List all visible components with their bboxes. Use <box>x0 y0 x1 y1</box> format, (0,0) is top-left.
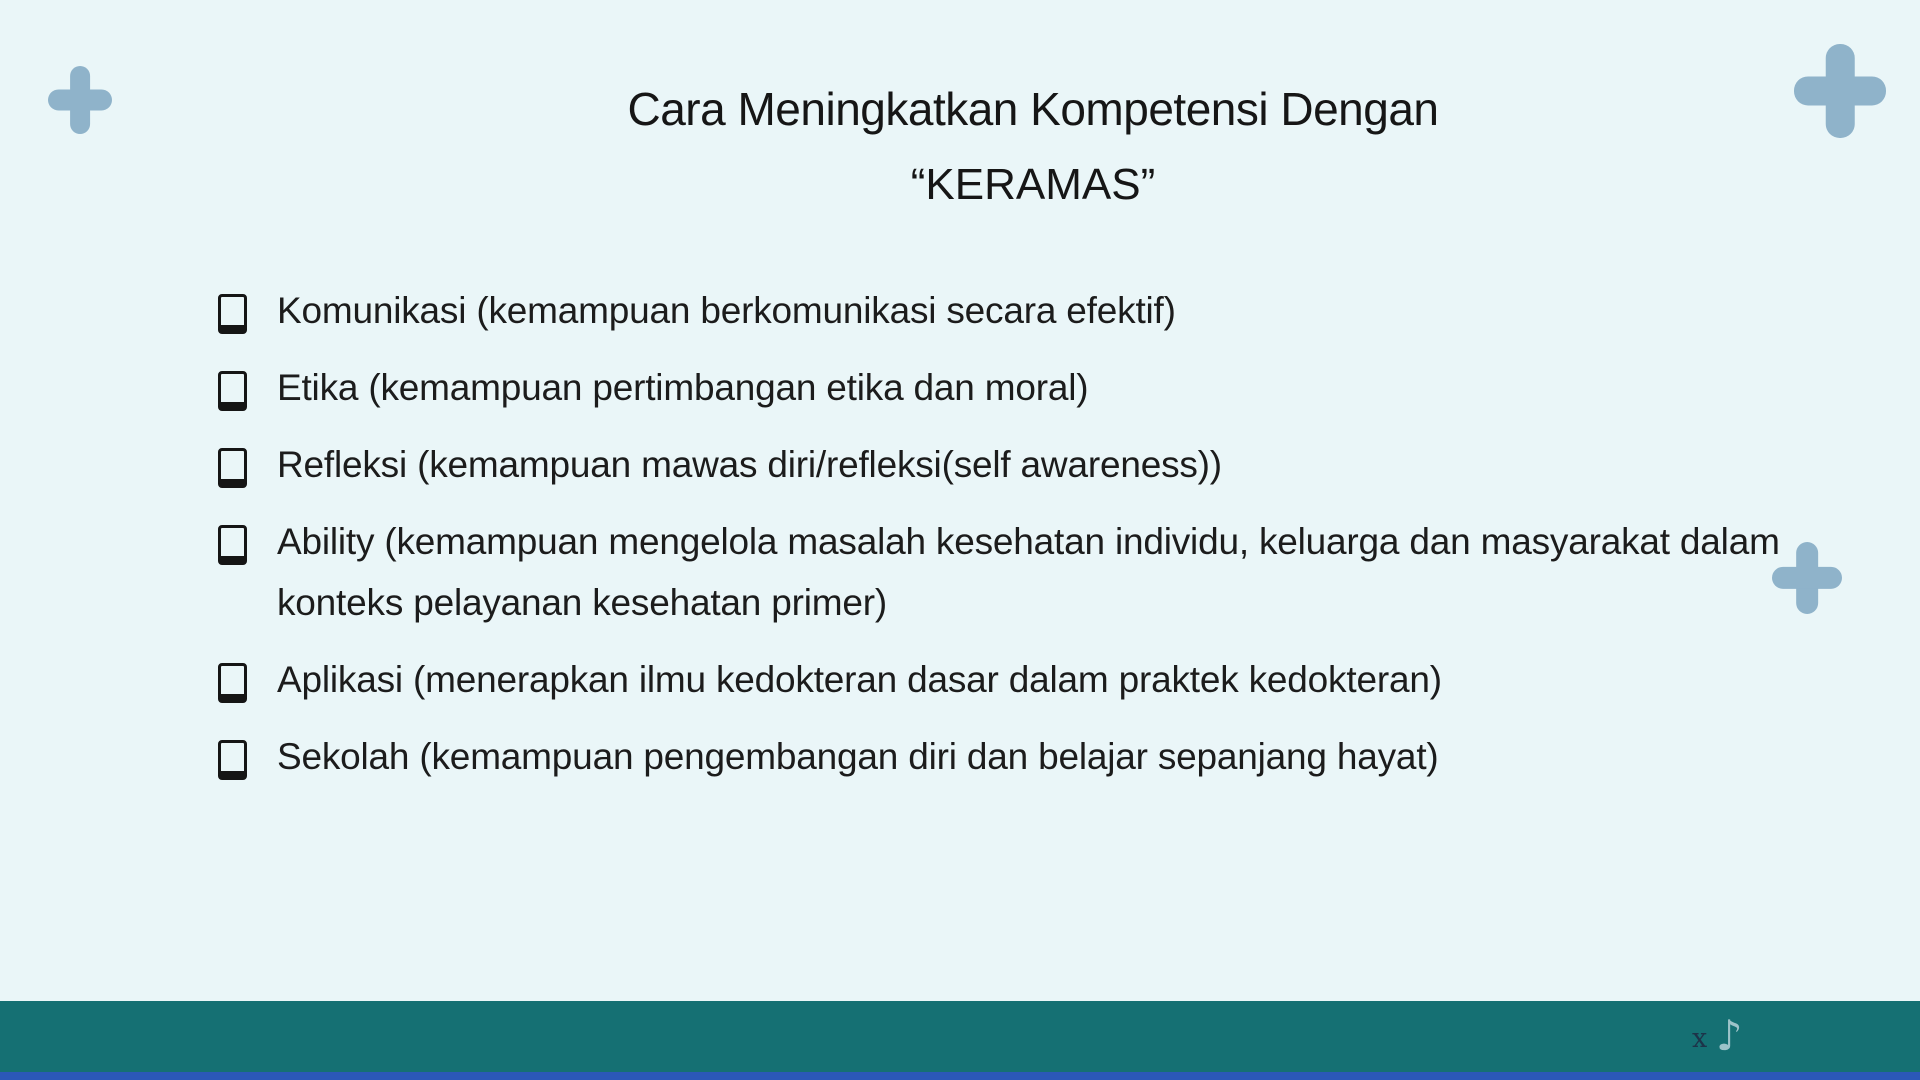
bullet-text: Etika (kemampuan pertimbangan etika dan moral) <box>277 367 1089 408</box>
footer-accent-strip <box>0 1072 1920 1080</box>
music-note-icon[interactable]: ♪ <box>1716 1011 1743 1060</box>
bullet-text: Aplikasi (menerapkan ilmu kedokteran dasar dalam praktek kedokteran) <box>277 659 1442 700</box>
checkbox-bullet-icon <box>218 740 247 780</box>
bullet-list <box>218 280 1880 803</box>
close-icon[interactable]: x <box>1692 1023 1708 1054</box>
list-item <box>218 726 1880 787</box>
slide-title-line2: “KERAMAS” <box>910 160 1156 209</box>
plus-icon <box>48 66 112 134</box>
bullet-text: Ability (kemampuan mengelola masalah kesehatan individu, keluarga dan masyarakat dalam konteks pelayanan kesehatan primer) <box>277 521 1780 623</box>
slide-title-line1: Cara Meningkatkan Kompetensi Dengan <box>627 83 1439 135</box>
checkbox-bullet-icon <box>218 371 247 411</box>
checkbox-bullet-icon <box>218 294 247 334</box>
footer-bar <box>0 1001 1920 1080</box>
bullet-text: Refleksi (kemampuan mawas diri/refleksi(self awareness)) <box>277 444 1222 485</box>
checkbox-bullet-icon <box>218 525 247 565</box>
list-item <box>218 511 1880 633</box>
list-item <box>218 357 1880 418</box>
bullet-text: Sekolah (kemampuan pengembangan diri dan belajar sepanjang hayat) <box>277 736 1439 777</box>
list-item <box>218 280 1880 341</box>
bullet-text: Komunikasi (kemampuan berkomunikasi secara efektif) <box>277 290 1176 331</box>
checkbox-bullet-icon <box>218 448 247 488</box>
slide-title <box>146 78 1920 214</box>
list-item <box>218 649 1880 710</box>
list-item <box>218 434 1880 495</box>
checkbox-bullet-icon <box>218 663 247 703</box>
